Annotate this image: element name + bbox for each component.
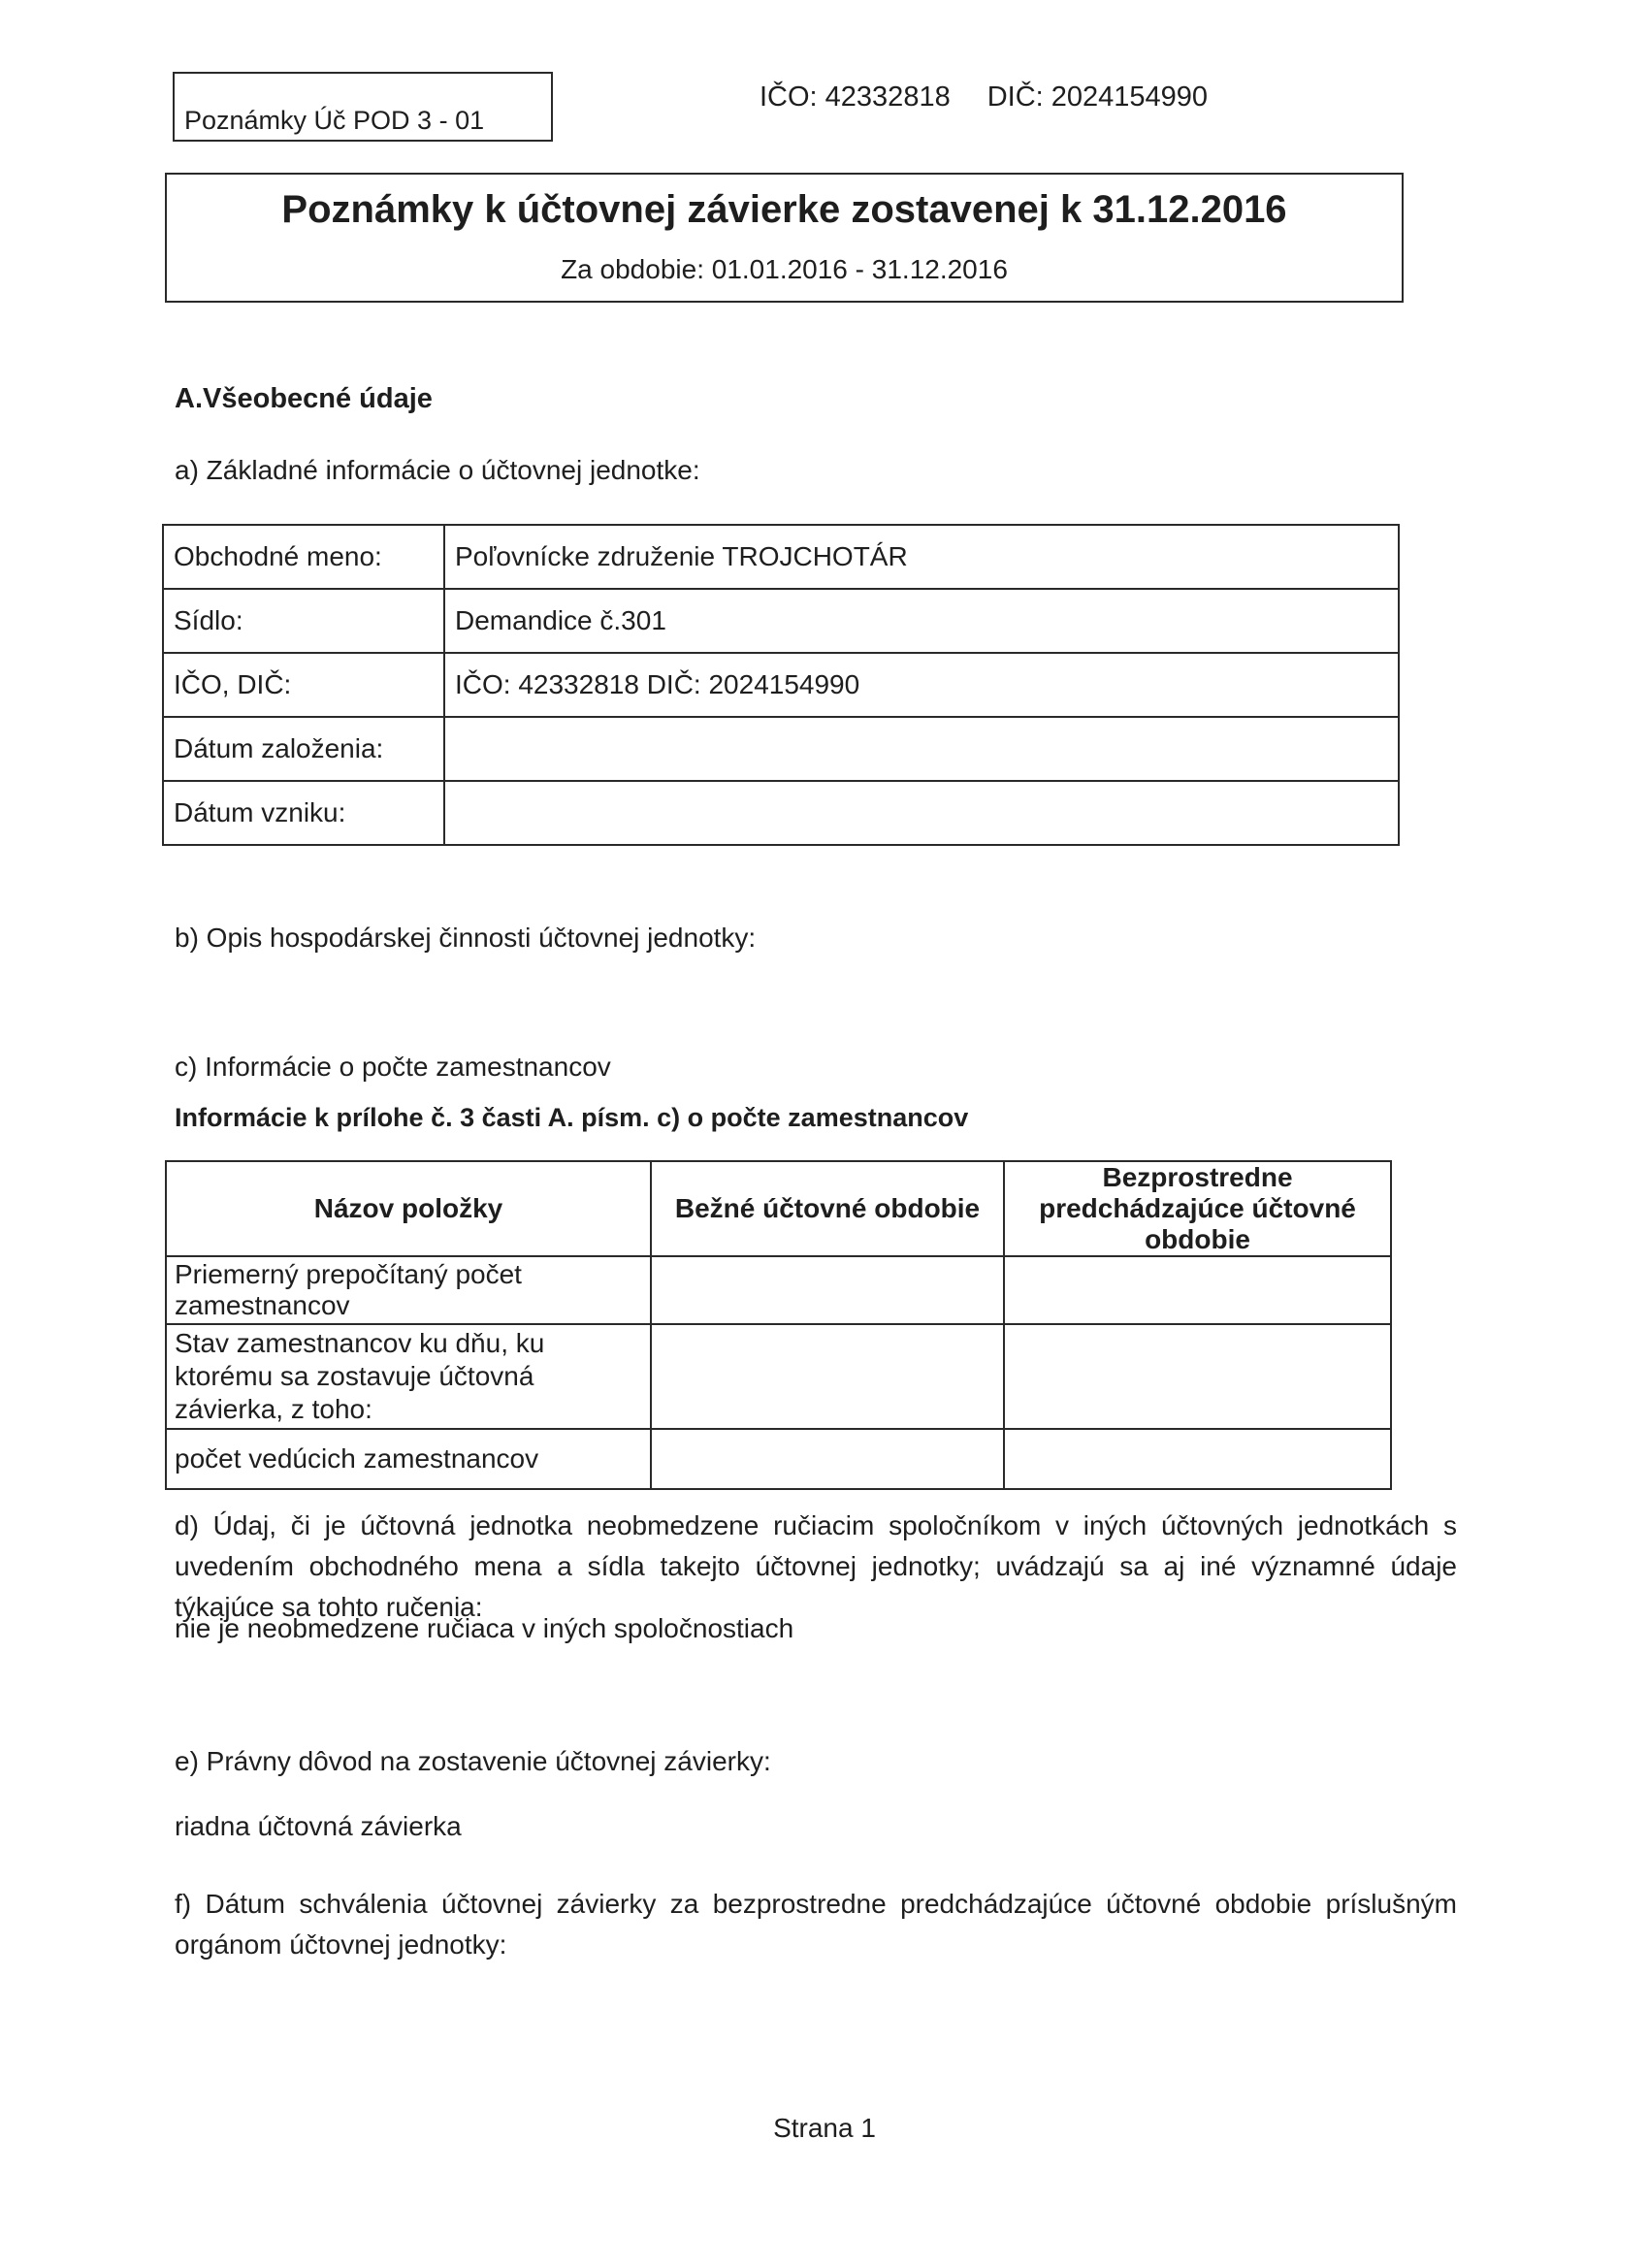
section-b-label: b) Opis hospodárskej činnosti účtovnej jednotky:	[175, 923, 757, 953]
section-e-answer: riadna účtovná závierka	[175, 1811, 462, 1841]
basic-info-label: Sídlo:	[163, 589, 444, 653]
section-d-answer: nie je neobmedzene ručiaca v iných spoločnostiach	[175, 1613, 794, 1643]
basic-info-label: Obchodné meno:	[163, 525, 444, 589]
table-row	[166, 1256, 1391, 1324]
table-header-row	[166, 1161, 1391, 1256]
page-number: Strana 1	[773, 2113, 876, 2143]
header-ico: IČO: 42332818	[760, 81, 951, 113]
table-row	[166, 1324, 1391, 1429]
section-e-label: e) Právny dôvod na zostavenie účtovnej závierky:	[175, 1746, 771, 1776]
basic-info-label: Dátum založenia:	[163, 717, 444, 781]
basic-info-table	[162, 524, 1400, 846]
basic-info-value: Poľovnícke združenie TROJCHOTÁR	[444, 525, 1399, 589]
basic-info-label: Dátum vzniku:	[163, 781, 444, 845]
basic-info-value: IČO: 42332818 DIČ: 2024154990	[444, 653, 1399, 717]
basic-info-value	[444, 717, 1399, 781]
header-identifiers	[760, 81, 1245, 113]
section-a-label: a) Základné informácie o účtovnej jednotke:	[175, 455, 700, 485]
table-row	[163, 781, 1399, 845]
section-c-label: c) Informácie o počte zamestnancov	[175, 1052, 611, 1082]
table-cell	[1004, 1324, 1391, 1429]
table-cell: počet vedúcich zamestnancov	[166, 1429, 651, 1489]
table-cell	[651, 1429, 1004, 1489]
table-cell	[1004, 1429, 1391, 1489]
section-a-heading: A.Všeobecné údaje	[175, 383, 433, 414]
form-code: Poznámky Úč POD 3 - 01	[184, 106, 485, 135]
basic-info-value	[444, 781, 1399, 845]
section-f-text: f) Dátum schválenia účtovnej závierky za bezprostredne predchádzajúce účtovné obdobie príslušným orgánom účtovnej jednotky:	[175, 1889, 1457, 1960]
table-row	[163, 717, 1399, 781]
form-code-box	[173, 72, 553, 142]
column-header: Bezprostredne predchádzajúce účtovné obdobie	[1004, 1161, 1391, 1256]
column-header: Bežné účtovné obdobie	[651, 1161, 1004, 1256]
document-period: Za obdobie: 01.01.2016 - 31.12.2016	[561, 254, 1008, 284]
table-row	[163, 589, 1399, 653]
section-c-subheading: Informácie k prílohe č. 3 časti A. písm. c) o počte zamestnancov	[175, 1103, 969, 1132]
employees-table	[165, 1160, 1392, 1490]
table-row	[166, 1429, 1391, 1489]
title-box	[165, 173, 1404, 303]
basic-info-label: IČO, DIČ:	[163, 653, 444, 717]
table-cell: Stav zamestnancov ku dňu, ku ktorému sa zostavuje účtovná závierka, z toho:	[166, 1324, 651, 1429]
table-row	[163, 653, 1399, 717]
basic-info-value: Demandice č.301	[444, 589, 1399, 653]
document-title: Poznámky k účtovnej závierke zostavenej k 31.12.2016	[281, 188, 1287, 231]
header-dic: DIČ: 2024154990	[986, 81, 1209, 113]
table-cell	[651, 1324, 1004, 1429]
table-row	[163, 525, 1399, 589]
table-cell: Priemerný prepočítaný počet zamestnancov	[166, 1256, 651, 1324]
section-d-text: d) Údaj, či je účtovná jednotka neobmedzene ručiacim spoločníkom v iných účtovných jednotkách s uvedením obchodného mena a sídla takejto účtovnej jednotky; uvádzajú sa aj iné významné údaje týkajúce sa tohto ručenia:	[175, 1510, 1457, 1622]
table-cell	[651, 1256, 1004, 1324]
table-cell	[1004, 1256, 1391, 1324]
column-header: Názov položky	[166, 1161, 651, 1256]
